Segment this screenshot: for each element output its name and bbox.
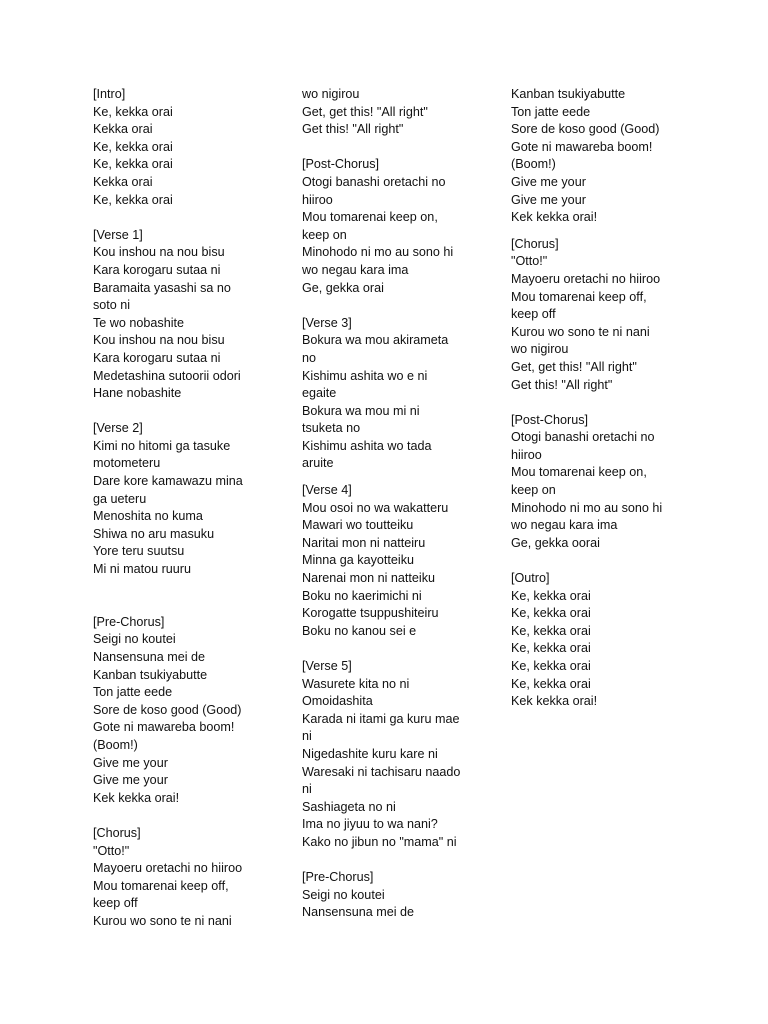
lyric-line: keep off [93,896,138,911]
stanza-gap [93,209,273,227]
lyric-line: Mawari wo toutteiku [302,518,414,533]
stanza-gap [302,297,482,315]
lyric-line: Minna ga kayotteiku [302,553,415,568]
lyric-line: Ge, gekka orai [302,280,384,295]
lyric-line: aruite [302,456,334,471]
section-heading: [Verse 2] [93,421,143,436]
lyrics-column-3 [511,86,691,711]
lyric-line: Give me your [93,773,168,788]
lyric-line: wo nigirou [511,342,569,357]
lyric-line: Gote ni mawareba boom! [93,720,235,735]
lyric-line: ni [302,729,312,744]
stanza-gap [93,579,273,597]
lyric-line: Kek kekka orai! [511,210,598,225]
lyric-line: "Otto!" [93,843,130,858]
section-heading: [Chorus] [511,236,559,251]
section-heading: [Post-Chorus] [302,157,379,172]
lyric-line: Shiwa no aru masuku [93,526,215,541]
lyric-line: Kurou wo sono te ni nani [93,913,232,928]
lyrics-column-2 [302,86,482,922]
section-heading: [Chorus] [93,825,141,840]
lyric-line: Ton jatte eede [511,104,591,119]
lyric-line: Ke, kekka orai [511,641,591,656]
lyric-line: (Boom!) [93,737,138,752]
lyric-line: keep on [302,227,347,242]
lyric-line: hiiroo [511,447,542,462]
lyric-line: Nansensuna mei de [93,650,206,664]
lyric-line: wo nigirou [302,87,360,101]
lyric-line: Ge, gekka oorai [511,535,600,550]
lyric-line: Give me your [511,174,586,189]
lyrics-column-1 [93,86,273,931]
lyric-line: Give me your [511,192,586,207]
lyric-line: Seigi no koutei [93,632,176,647]
lyric-line: Karada ni itami ga kuru mae [302,711,460,726]
lyric-line: Get, get this! "All right" [302,104,428,119]
lyric-line: Korogatte tsuppushiteiru [302,606,439,621]
lyric-line: Mi ni matou ruuru [93,562,191,577]
lyric-line: wo negau kara ima [302,262,409,277]
lyric-line: Boku no kanou sei e [302,623,417,638]
lyric-line: tsuketa no [302,421,361,436]
section-heading: [Verse 3] [302,315,352,330]
stanza-gap [302,852,482,870]
lyric-line: Nansensuna mei de [302,905,415,920]
stanza-gap [302,473,482,482]
section-heading: [Post-Chorus] [511,412,588,427]
lyric-line: Bokura wa mou mi ni [302,403,420,418]
lyric-line: Sashiageta no ni [302,799,396,814]
section-heading: [Outro] [511,571,550,586]
lyric-line: Kou inshou na nou bisu [93,333,225,348]
lyric-line: Kek kekka orai! [93,790,180,805]
lyric-line: Mou tomarenai keep off, [93,878,229,893]
lyric-line: Boku no kaerimichi ni [302,588,422,603]
lyric-line: Ke, kekka orai [93,104,173,119]
lyric-line: Ton jatte eede [93,685,173,700]
lyric-line: Mou tomarenai keep on, [511,465,647,480]
lyric-line: (Boom!) [511,157,556,172]
lyric-line: Naritai mon ni natteiru [302,535,426,550]
lyric-line: keep on [511,483,556,498]
lyric-line: keep off [511,307,556,322]
stanza-gap [93,403,273,421]
stanza-gap [302,640,482,658]
lyric-line: Baramaita yasashi sa no [93,280,231,295]
lyric-line: Kek kekka orai! [511,694,598,709]
lyric-line: Waresaki ni tachisaru naado [302,764,461,779]
lyric-line: Ima no jiyuu to wa nani? [302,817,438,832]
lyric-line: Ke, kekka orai [511,606,591,621]
stanza-gap [511,227,691,236]
stanza-gap [511,394,691,412]
lyric-line: Gote ni mawareba boom! [511,139,653,154]
lyric-line: Nigedashite kuru kare ni [302,746,438,761]
lyric-line: Kou inshou na nou bisu [93,245,225,260]
lyric-line: Get this! "All right" [302,122,404,137]
lyric-line: Ke, kekka orai [93,157,173,172]
lyric-line: Otogi banashi oretachi no [302,174,446,189]
section-heading: [Verse 4] [302,483,352,498]
lyric-line: Kishimu ashita wo e ni [302,368,428,383]
stanza-gap [302,139,482,157]
lyric-line: Ke, kekka orai [511,659,591,673]
stanza-gap [511,552,691,570]
lyric-line: Kanban tsukiyabutte [93,667,208,682]
lyric-line: Menoshita no kuma [93,509,203,524]
lyric-line: Kara korogaru sutaa ni [93,262,221,277]
lyric-line: Get this! "All right" [511,377,613,392]
lyric-line: Bokura wa mou akirameta [302,333,449,348]
lyric-line: hiiroo [302,192,333,207]
lyric-line: Wasurete kita no ni [302,676,410,691]
lyric-line: no [302,350,317,365]
lyric-line: Kanban tsukiyabutte [511,87,626,101]
lyric-line: Mou osoi no wa wakatteru [302,500,449,515]
lyric-line: Kishimu ashita wo tada [302,438,432,453]
lyric-line: Narenai mon ni natteiku [302,571,436,586]
lyric-line: Mou tomarenai keep on, [302,210,438,225]
lyric-line: motometeru [93,456,161,471]
lyric-line: "Otto!" [511,254,548,269]
lyric-line: Get, get this! "All right" [511,359,637,374]
section-heading: [Verse 5] [302,659,352,673]
lyric-line: ga ueteru [93,491,147,506]
lyric-line: Ke, kekka orai [511,676,591,691]
lyric-line: Seigi no koutei [302,887,385,902]
lyric-line: Omoidashita [302,694,373,709]
lyric-line: Ke, kekka orai [93,139,173,154]
section-heading: [Pre-Chorus] [302,870,374,885]
lyric-line: Otogi banashi oretachi no [511,430,655,445]
lyric-line: Hane nobashite [93,386,182,401]
lyric-line: Kurou wo sono te ni nani [511,324,650,339]
lyric-line: Mayoeru oretachi no hiiroo [93,861,243,876]
stanza-gap [93,596,273,614]
lyric-line: Kimi no hitomi ga tasuke [93,438,231,453]
stanza-gap [93,807,273,825]
lyric-line: Te wo nobashite [93,315,185,330]
lyric-line: Kako no jibun no "mama" ni [302,834,457,849]
lyric-line: Medetashina sutoorii odori [93,368,241,383]
lyric-line: Minohodo ni mo au sono hi [302,245,454,260]
lyric-line: wo negau kara ima [511,518,618,533]
section-heading: [Pre-Chorus] [93,614,165,629]
lyric-line: soto ni [93,298,131,313]
lyric-line: Sore de koso good (Good) [511,122,660,137]
lyric-line: Give me your [93,755,168,770]
lyric-line: Mayoeru oretachi no hiiroo [511,271,661,286]
lyric-line: Kara korogaru sutaa ni [93,350,221,365]
lyric-line: Ke, kekka orai [511,588,591,603]
lyric-line: Kekka orai [93,174,153,189]
lyric-line: Ke, kekka orai [511,623,591,638]
lyric-line: Mou tomarenai keep off, [511,289,647,304]
lyric-line: Minohodo ni mo au sono hi [511,500,663,515]
section-heading: [Intro] [93,87,126,101]
section-heading: [Verse 1] [93,227,143,242]
lyric-line: ni [302,782,312,797]
lyric-line: Dare kore kamawazu mina [93,474,243,489]
lyric-line: Sore de koso good (Good) [93,702,242,717]
lyric-line: egaite [302,386,337,401]
lyric-line: Kekka orai [93,122,153,137]
lyric-line: Ke, kekka orai [93,192,173,207]
lyric-line: Yore teru suutsu [93,544,185,559]
